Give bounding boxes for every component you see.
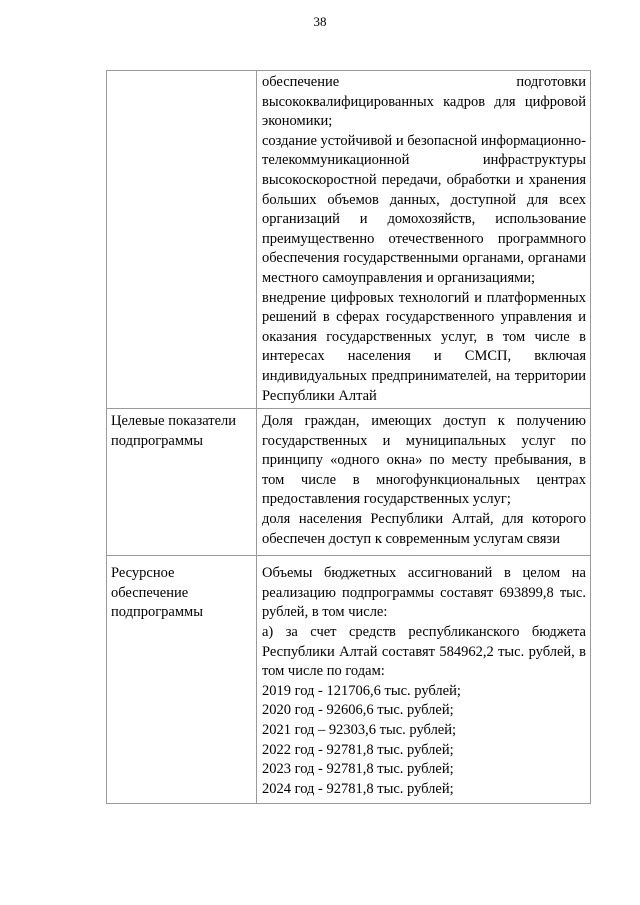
content-line: 2023 год - 92781,8 тыс. рублей; <box>262 761 454 778</box>
program-passport-table <box>106 70 591 804</box>
content-line: 2024 год - 92781,8 тыс. рублей; <box>262 780 454 797</box>
row-label-text: Ресурсное обеспечение подпрограммы <box>111 565 203 621</box>
table-row-tasks <box>107 71 591 409</box>
row-label-target-indicators <box>107 409 257 556</box>
content-paragraph: Объемы бюджетных ассигнований в целом на реализацию подпрограммы составят 693899,8 тыс. рублей, в том числе: <box>262 565 586 621</box>
content-paragraph: создание устойчивой и безопасной информационно-телекоммуникационной инфраструктуры высокоскоростной передачи, обработки и хранения больших объемов данных, доступной для всех организаций и домохозяйств, использование преимущественно отечественного программного обеспечения государственными органами, органами местного самоуправления и организациями; <box>262 132 586 286</box>
content-paragraph: Доля граждан, имеющих доступ к получению государственных и муниципальных услуг по принципу «одного окна» по месту пребывания, в том числе в многофункциональных центрах предоставления государственных услуг; <box>262 413 586 508</box>
content-line: 2020 год - 92606,6 тыс. рублей; <box>262 702 454 719</box>
row-content-tasks <box>257 71 591 409</box>
content-paragraph: а) за счет средств республиканского бюджета Республики Алтай составят 584962,2 тыс. рублей, в том числе по годам: <box>262 624 586 680</box>
row-label-text: Целевые показатели подпрограммы <box>111 413 237 449</box>
table-row-resource-support <box>107 556 591 804</box>
row-content-resource-support <box>257 556 591 804</box>
content-line: 2021 год – 92303,6 тыс. рублей; <box>262 722 457 738</box>
row-label-resource-support <box>107 556 257 804</box>
content-paragraph: доля населения Республики Алтай, для которого обеспечен доступ к современным услугам связи <box>262 511 586 547</box>
content-paragraph: внедрение цифровых технологий и платформенных решений в сферах государственного управления и оказания государственных услуг, в том числе в интересах населения и СМСП, включая индивидуальных предпринимателей, на территории Республики Алтай <box>262 289 586 404</box>
page-number: 38 <box>313 14 327 29</box>
table-row-target-indicators <box>107 409 591 556</box>
content-paragraph: обеспечение подготовки высококвалифицированных кадров для цифровой экономики; <box>262 74 586 130</box>
row-label-empty <box>107 71 257 409</box>
content-line: 2022 год - 92781,8 тыс. рублей; <box>262 741 454 758</box>
row-content-target-indicators <box>257 409 591 556</box>
content-line: 2019 год - 121706,6 тыс. рублей; <box>262 682 461 699</box>
